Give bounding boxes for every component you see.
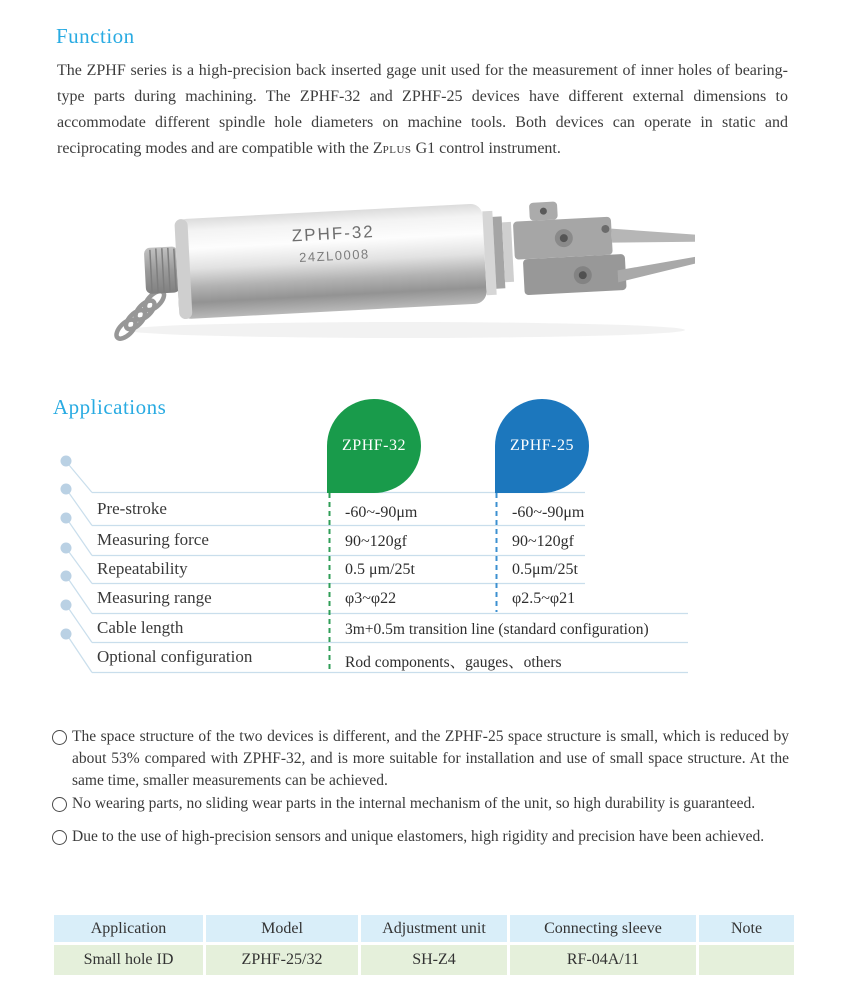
spec-left-diagonals: [69, 465, 92, 673]
spec-label-pre-stroke: Pre-stroke: [97, 499, 167, 518]
note-bullet-icon: [52, 730, 67, 745]
note-space-structure: The space structure of the two devices is different, and the ZPHF-25 space structure is small, which is reduced by about 53% compared with ZPHF-32, and is more suitable for installation and use of small space structure. At the same time, smaller measurements can be achieved.: [72, 728, 789, 789]
col-header-adjustment-unit: Adjustment unit: [361, 915, 507, 942]
function-paragraph-text: The ZPHF series is a high-precision back inserted gage unit used for the measurement of inner holes of bearing-type parts during machining. The ZPHF-32 and ZPHF-25 devices have different external dimensions to accommodate different spindle hole diameters on machine tools. Both devices can operate in static and reciprocating modes and are compatible with the Z: [57, 62, 788, 157]
col-header-note: Note: [699, 915, 794, 942]
zphf25-badge-label: ZPHF-25: [510, 437, 574, 454]
cell-note: [699, 945, 794, 975]
spec-cable-length-value: 3m+0.5m transition line (standard configuration): [345, 621, 649, 638]
cell-adjustment-unit: SH-Z4: [361, 945, 507, 975]
spec-zphf25-repeatability: 0.5μm/25t: [512, 561, 578, 578]
engraved-serial-label: 24ZL0008: [298, 246, 371, 265]
function-paragraph-end: G1 control instrument.: [411, 140, 561, 157]
note-bullet-icon: [52, 797, 67, 812]
function-heading: Function: [56, 24, 135, 48]
spec-zphf32-measuring-force: 90~120gf: [345, 533, 407, 550]
zphf25-badge: [495, 399, 589, 493]
ordering-table: [51, 912, 797, 978]
note-bullet-icon: [52, 830, 67, 845]
zphf32-badge: [327, 399, 421, 493]
spec-label-measuring-force: Measuring force: [97, 530, 209, 549]
spec-zphf32-pre-stroke: -60~-90μm: [345, 504, 418, 521]
spec-label-cable-length: Cable length: [97, 618, 184, 637]
note-no-wearing-parts: No wearing parts, no sliding wear parts in the internal mechanism of the unit, so high durability is guaranteed.: [72, 795, 756, 812]
ordering-table-header-row: [54, 915, 794, 942]
cell-application: Small hole ID: [54, 945, 203, 975]
spec-label-optional-config: Optional configuration: [97, 647, 253, 666]
spec-label-repeatability: Repeatability: [97, 559, 188, 578]
spec-left-dots: [61, 456, 72, 640]
ordering-table-data-row: [54, 945, 794, 975]
col-header-connecting-sleeve: Connecting sleeve: [510, 915, 696, 942]
spec-zphf32-measuring-range: φ3~φ22: [345, 590, 397, 607]
cell-connecting-sleeve: RF-04A/11: [510, 945, 696, 975]
spec-zphf32-repeatability: 0.5 μm/25t: [345, 561, 415, 578]
zphf32-badge-label: ZPHF-32: [342, 437, 406, 454]
spec-label-measuring-range: Measuring range: [97, 588, 212, 607]
spec-zphf25-measuring-range: φ2.5~φ21: [512, 590, 576, 607]
zplus-smallcaps: PLUS: [382, 144, 412, 156]
engraved-model-label: ZPHF-32: [291, 222, 376, 246]
spec-zphf25-pre-stroke: -60~-90μm: [512, 504, 585, 521]
note-high-precision: Due to the use of high-precision sensors and unique elastomers, high rigidity and precision have been achieved.: [72, 828, 765, 845]
spec-zphf25-measuring-force: 90~120gf: [512, 533, 574, 550]
spec-optional-config-value: Rod components、gauges、others: [345, 654, 562, 671]
applications-heading: Applications: [53, 395, 167, 419]
cell-model: ZPHF-25/32: [206, 945, 358, 975]
col-header-application: Application: [54, 915, 203, 942]
col-header-model: Model: [206, 915, 358, 942]
